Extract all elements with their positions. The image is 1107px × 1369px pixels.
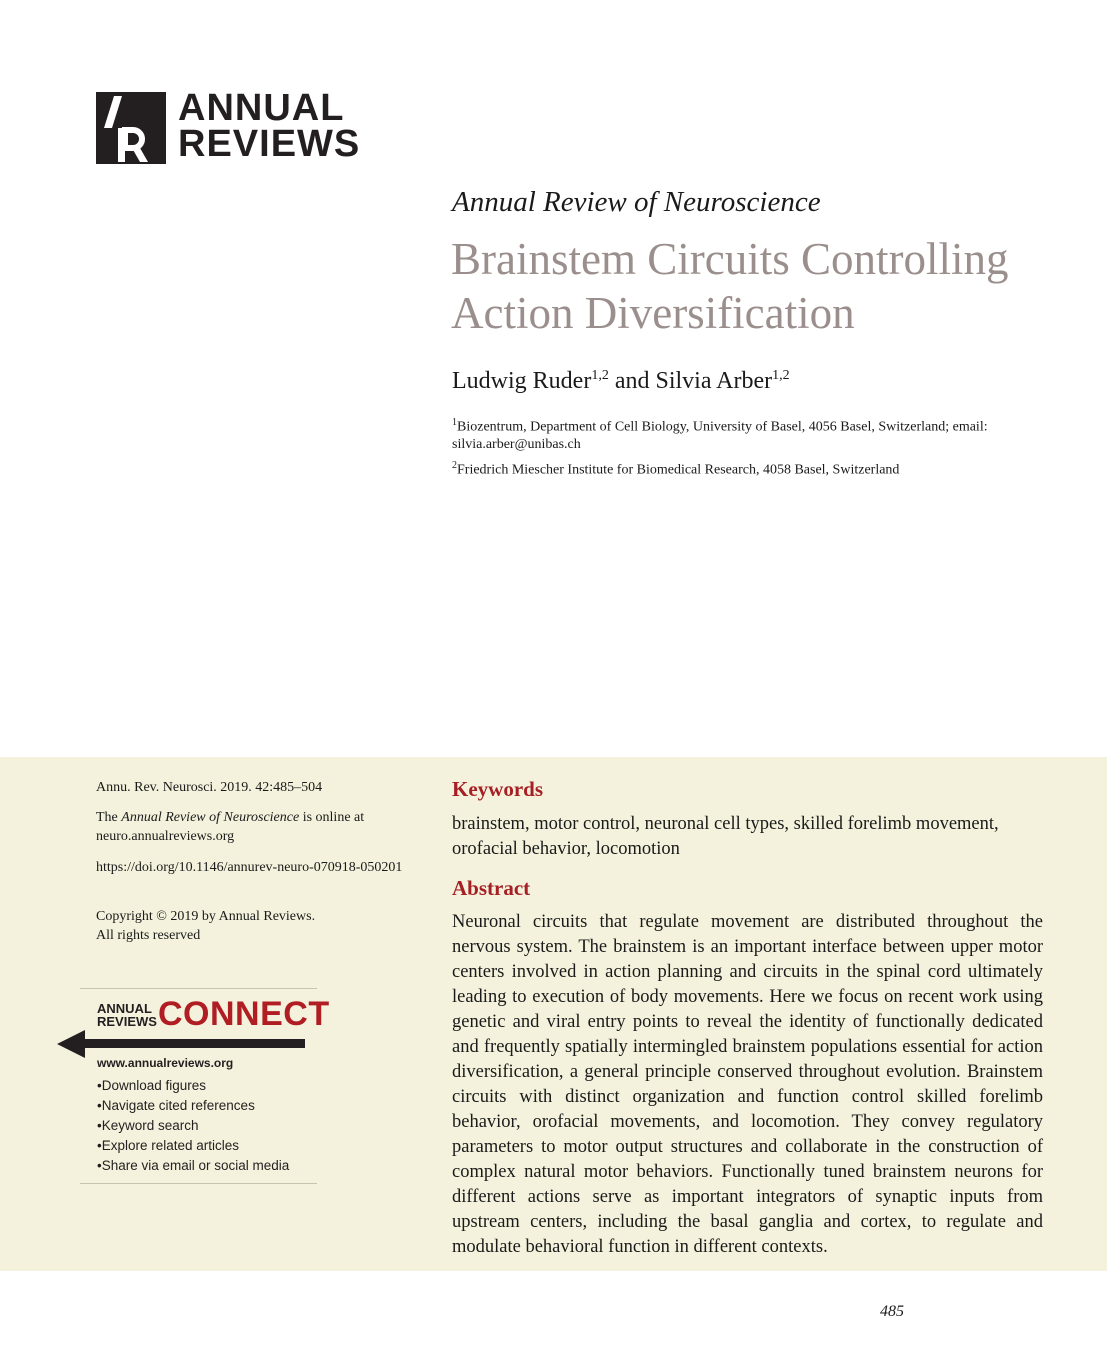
doi-link[interactable]: https://doi.org/10.1146/annurev-neuro-070918-050201: [96, 860, 403, 875]
affiliation-marker: 1: [452, 417, 457, 428]
keywords-heading: Keywords: [452, 777, 543, 801]
keywords-text: brainstem, motor control, neuronal cell types, skilled forelimb movement, orofacial behavior, locomotion: [452, 814, 999, 859]
abstract-text: Neuronal circuits that regulate movement are distributed throughout the nervous system. The brainstem is an important interface between upper motor centers involved in action planning and circuits in the spinal cord ultimately leading to execution of body movements. Here we focus on recent work using genetic and viral entry points to reveal the identity of functionally dedicated and frequently spatially intermingled brainstem populations essential for action diversification, a general principle conserved throughout evolution. Brainstem circuits with distinct organization and function control skilled forelimb behavior, orofacial movements, and locomotion. They convey regulatory parameters to motor output structures and collaborate in the construction of complex natural motor behaviors. Functionally tuned brainstem neurons for different actions serve as important integrators of synaptic inputs from upstream centers, including the basal ganglia and cortex, to regulate and modulate behavioral function in different contexts.: [452, 912, 1043, 1257]
article-title: Brainstem Circuits Controlling Action Diversification: [451, 234, 1009, 338]
author-affiliation-marker: 1,2: [772, 368, 790, 383]
online-journal-name: Annual Review of Neuroscience: [121, 810, 300, 825]
affiliation-marker: 2: [452, 460, 457, 471]
affiliation-text: Friedrich Miescher Institute for Biomedical Research, 4058 Basel, Switzerland: [457, 462, 900, 478]
author-name: Silvia Arber: [655, 368, 773, 394]
connect-annual-reviews-label: [97, 1002, 157, 1028]
rights-line: All rights reserved: [96, 928, 201, 943]
online-text: The: [96, 810, 122, 825]
affiliation: [452, 457, 1052, 479]
online-text: is online at neuro.annualreviews.org: [96, 810, 365, 844]
connect-reviews: REVIEWS: [97, 1014, 157, 1029]
abstract-heading: Abstract: [452, 876, 531, 900]
list-item: • Navigate cited references: [97, 1096, 289, 1116]
author-conjunction: and: [608, 368, 656, 394]
list-item: • Share via email or social media: [97, 1156, 289, 1176]
logo-line-annual: ANNUAL: [178, 87, 345, 129]
annual-reviews-connect-box: [57, 988, 330, 1184]
author-list: [452, 368, 790, 395]
connect-url[interactable]: www.annualreviews.org: [97, 1056, 234, 1070]
author-name: Ludwig Ruder: [452, 368, 592, 394]
divider: [80, 988, 317, 989]
page-number: 485: [880, 1303, 904, 1320]
connect-annual: ANNUAL: [97, 1001, 152, 1016]
journal-name: Annual Review of Neuroscience: [452, 186, 821, 218]
ar-logo-mark-icon: [96, 92, 166, 164]
online-availability: [96, 808, 406, 846]
author-affiliation-marker: 1,2: [591, 368, 609, 383]
citation: Annu. Rev. Neurosci. 2019. 42:485–504: [96, 780, 323, 795]
list-item: • Keyword search: [97, 1116, 289, 1136]
connect-wordmark: CONNECT: [158, 995, 330, 1033]
divider: [80, 1183, 317, 1184]
logo-line-reviews: REVIEWS: [178, 123, 361, 165]
copyright-line: Copyright © 2019 by Annual Reviews.: [96, 909, 316, 924]
copyright: [96, 907, 406, 945]
list-item: • Download figures: [97, 1076, 289, 1096]
affiliation: [452, 414, 1052, 453]
connect-feature-list: [97, 1076, 289, 1176]
list-item: • Explore related articles: [97, 1136, 289, 1156]
affiliation-text: Biozentrum, Department of Cell Biology, University of Basel, 4056 Basel, Switzerland; email: silvia.arber@unibas.ch: [452, 419, 988, 452]
annual-reviews-logo: [96, 87, 371, 166]
